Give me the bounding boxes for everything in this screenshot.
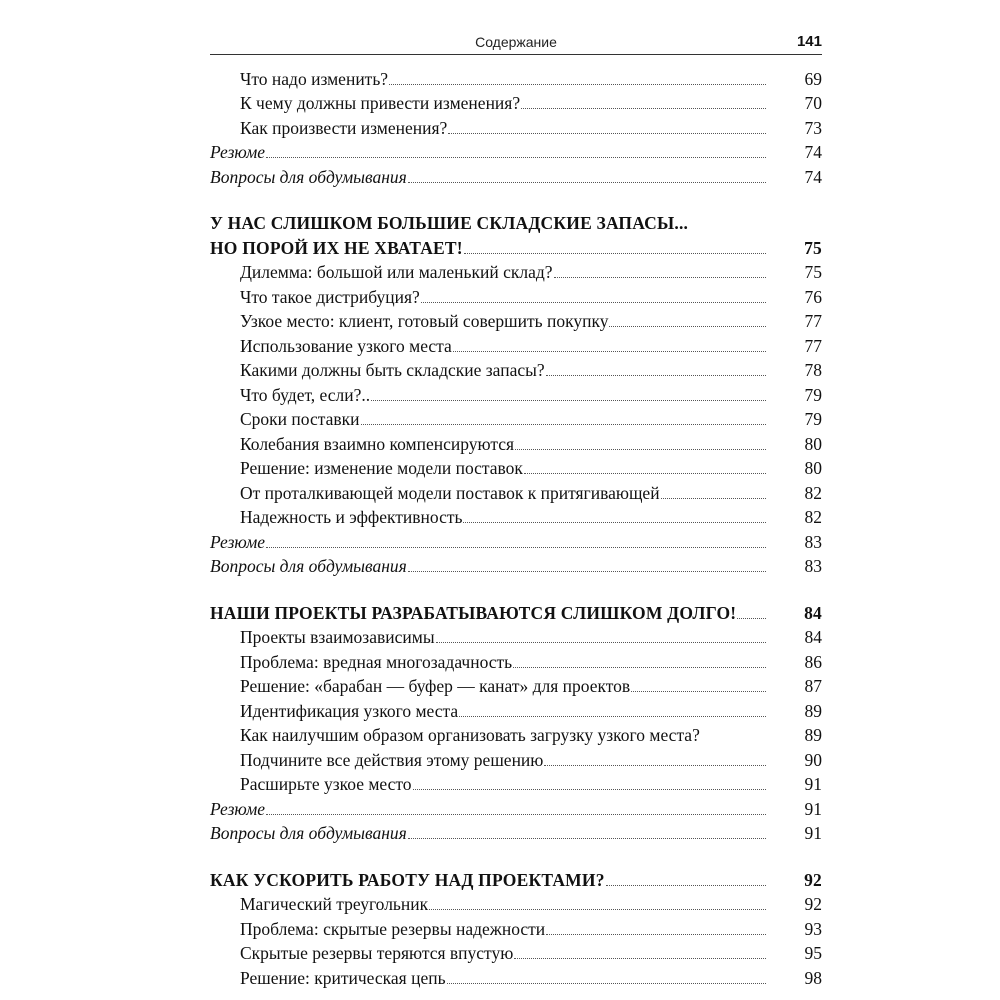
toc-entry: [210, 820, 822, 845]
toc-page-number: 75: [804, 237, 822, 258]
toc-page-number: 84: [804, 627, 822, 647]
toc-entry: [210, 90, 822, 115]
toc-entry: [210, 406, 822, 431]
toc-entry-title: Магический треугольник: [240, 894, 429, 914]
running-header: [210, 34, 822, 54]
toc-entry-title: Вопросы для обдумывания: [210, 823, 407, 843]
toc-entry-title: Подчините все действия этому решению: [240, 749, 544, 770]
toc-entry: [210, 795, 822, 820]
toc-page-number: 86: [804, 651, 822, 672]
toc-entry-title: Скрытые резервы теряются впустую: [240, 943, 514, 963]
toc-entry: [210, 114, 822, 139]
toc-entry: [210, 283, 822, 308]
dot-leader: [413, 789, 766, 790]
dot-leader: [609, 326, 766, 327]
toc-page-number: 84: [804, 602, 822, 623]
dot-leader: [524, 473, 766, 474]
toc-entry: [210, 357, 822, 382]
dot-leader: [513, 667, 766, 668]
header-page-number: 141: [796, 33, 822, 50]
toc-entry-title: Как произвести изменения?: [240, 117, 448, 138]
toc-entry-title: Резюме: [210, 531, 266, 552]
toc-chapter-heading: [210, 210, 822, 235]
dot-leader: [464, 253, 766, 254]
toc-entry-title: От проталкивающей модели поставок к притягивающей: [240, 482, 660, 503]
toc-entry-title: Какими должны быть складские запасы?: [240, 360, 545, 380]
dot-leader: [266, 814, 766, 815]
toc-page-number: 89: [804, 725, 822, 745]
toc-entry: [210, 771, 822, 796]
toc-entry: [210, 308, 822, 333]
dot-leader: [514, 958, 766, 959]
dot-leader: [408, 571, 766, 572]
toc-page-number: 90: [804, 749, 822, 770]
toc-entry-title: Идентификация узкого места: [240, 700, 459, 721]
toc-entry-title: К чему должны привести изменения?: [240, 93, 521, 113]
toc-page-number: 74: [804, 142, 822, 162]
toc-entry-title: Расширьте узкое место: [240, 774, 412, 794]
toc-entry: [210, 381, 822, 406]
dot-leader: [421, 302, 766, 303]
dot-leader: [429, 909, 766, 910]
dot-leader: [463, 522, 766, 523]
toc-page-number: 89: [804, 700, 822, 721]
toc-entry: [210, 722, 822, 747]
toc-entry: [210, 746, 822, 771]
toc-page-number: 83: [804, 556, 822, 576]
toc-entry-title: Колебания взаимно компенсируются: [240, 433, 515, 454]
toc-page-number: 92: [804, 894, 822, 914]
toc-entry-title: КАК УСКОРИТЬ РАБОТУ НАД ПРОЕКТАМИ?: [210, 869, 605, 890]
dot-leader: [554, 277, 766, 278]
dot-leader: [459, 716, 766, 717]
toc-page-number: 95: [804, 943, 822, 963]
toc-page-number: 80: [804, 458, 822, 478]
toc-entry: [210, 479, 822, 504]
toc-page-number: 98: [804, 967, 822, 988]
toc-entry-title: Дилемма: большой или маленький склад?: [240, 262, 553, 282]
toc-entry-title: Проекты взаимозависимы: [240, 627, 435, 647]
toc-chapter-heading: [210, 866, 822, 891]
toc-entry: [210, 259, 822, 284]
dot-leader: [266, 547, 766, 548]
toc-page-number: 79: [804, 384, 822, 405]
dot-leader: [371, 400, 766, 401]
dot-leader: [266, 157, 766, 158]
toc-entry-title: Что такое дистрибуция?: [240, 286, 420, 307]
dot-leader: [631, 691, 766, 692]
dot-leader: [453, 351, 766, 352]
toc-page-number: 80: [804, 433, 822, 454]
toc-page-number: 77: [804, 311, 822, 331]
toc-entry-title: Надежность и эффективность: [240, 507, 463, 527]
toc-entry-title: У НАС СЛИШКОМ БОЛЬШИЕ СКЛАДСКИЕ ЗАПАСЫ...: [210, 213, 689, 233]
toc-entry-title: НАШИ ПРОЕКТЫ РАЗРАБАТЫВАЮТСЯ СЛИШКОМ ДОЛГО!: [210, 602, 737, 623]
toc-entry-title: Вопросы для обдумывания: [210, 166, 407, 187]
dot-leader: [515, 449, 766, 450]
toc-page-number: 74: [804, 166, 822, 187]
toc-entry: [210, 553, 822, 578]
toc-entry: [210, 163, 822, 188]
dot-leader: [408, 838, 766, 839]
dot-leader: [546, 934, 766, 935]
toc-page-number: 83: [804, 531, 822, 552]
dot-leader: [361, 424, 767, 425]
toc-page-number: 77: [804, 335, 822, 356]
toc-entry: [210, 139, 822, 164]
toc-entry: [210, 697, 822, 722]
toc-page-number: 75: [804, 262, 822, 282]
toc-entry: [210, 940, 822, 965]
toc-page-number: 79: [804, 409, 822, 429]
toc-page-number: 82: [804, 482, 822, 503]
toc-entry-title: Проблема: вредная многозадачность: [240, 651, 513, 672]
toc-entry: [210, 673, 822, 698]
dot-leader: [436, 642, 766, 643]
toc-entry: [210, 332, 822, 357]
header-title: Содержание: [475, 34, 557, 50]
dot-leader: [447, 983, 766, 984]
dot-leader: [606, 885, 766, 886]
toc-entry: [210, 891, 822, 916]
toc-page-number: 87: [804, 676, 822, 696]
dot-leader: [389, 84, 766, 85]
toc-page-number: 92: [804, 869, 822, 890]
toc-page-number: 91: [804, 774, 822, 794]
toc-entry: [210, 964, 822, 989]
toc-entry-title: Что надо изменить?: [240, 68, 389, 89]
dot-leader: [408, 182, 766, 183]
toc-entry: [210, 430, 822, 455]
table-of-contents: [210, 65, 822, 989]
toc-entry: [210, 504, 822, 529]
toc-chapter-heading: [210, 234, 822, 259]
toc-page-number: 73: [804, 117, 822, 138]
toc-entry: [210, 624, 822, 649]
dot-leader: [544, 765, 766, 766]
toc-page-number: 82: [804, 507, 822, 527]
toc-entry-title: Резюме: [210, 142, 266, 162]
toc-page-number: 70: [804, 93, 822, 113]
toc-chapter-heading: [210, 599, 822, 624]
toc-page-number: 76: [804, 286, 822, 307]
dot-leader: [448, 133, 766, 134]
toc-entry-title: Решение: «барабан — буфер — канат» для проектов: [240, 676, 631, 696]
toc-page-number: 91: [804, 798, 822, 819]
toc-entry-title: Как наилучшим образом организовать загрузку узкого места?: [240, 725, 700, 745]
toc-entry: [210, 915, 822, 940]
toc-entry-title: Решение: изменение модели поставок: [240, 458, 523, 478]
toc-entry: [210, 65, 822, 90]
toc-entry-title: Решение: критическая цепь: [240, 967, 446, 988]
header-rule: [210, 54, 822, 55]
toc-page-number: 78: [804, 360, 822, 380]
toc-entry-title: Узкое место: клиент, готовый совершить покупку: [240, 311, 609, 331]
toc-page-number: 69: [804, 68, 822, 89]
toc-entry-title: Вопросы для обдумывания: [210, 556, 407, 576]
dot-leader: [661, 498, 766, 499]
toc-entry: [210, 528, 822, 553]
dot-leader: [737, 618, 766, 619]
toc-entry: [210, 455, 822, 480]
toc-entry: [210, 648, 822, 673]
dot-leader: [546, 375, 766, 376]
toc-entry-title: Использование узкого места: [240, 335, 452, 356]
dot-leader: [521, 108, 766, 109]
toc-page-number: 93: [804, 918, 822, 939]
toc-entry-title: Проблема: скрытые резервы надежности: [240, 918, 546, 939]
toc-entry-title: Что будет, если?..: [240, 384, 371, 405]
toc-page-number: 91: [804, 823, 822, 843]
toc-entry-title: Сроки поставки: [240, 409, 360, 429]
toc-entry-title: НО ПОРОЙ ИХ НЕ ХВАТАЕТ!: [210, 237, 463, 258]
toc-entry-title: Резюме: [210, 798, 266, 819]
